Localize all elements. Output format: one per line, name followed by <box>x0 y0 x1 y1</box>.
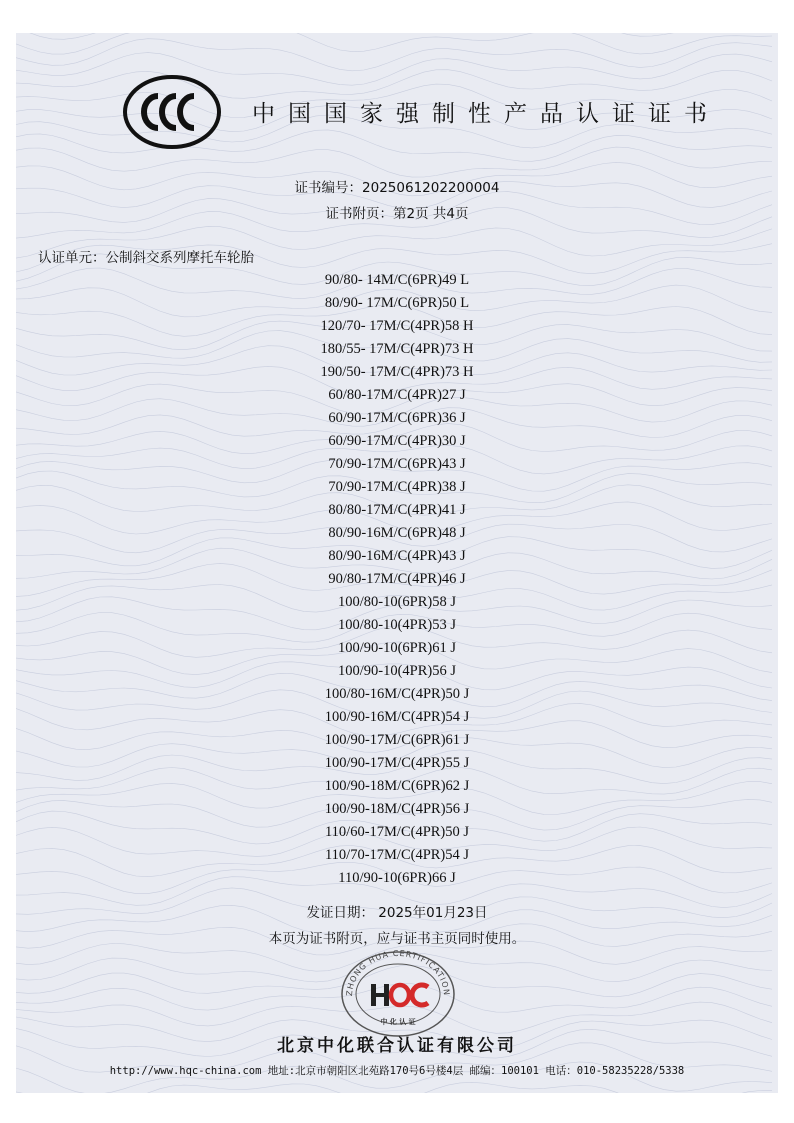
certification-unit-value: 公制斜交系列摩托车轮胎 <box>105 250 254 266</box>
organization-name: 北京中化联合认证有限公司 <box>277 1036 517 1056</box>
tire-model-item: 100/90-10(4PR)56 J <box>337 663 457 679</box>
certificate-number-line <box>16 176 778 196</box>
tire-model-item: 60/80-17M/C(4PR)27 J <box>328 387 466 403</box>
tire-model-item: 70/90-17M/C(4PR)38 J <box>328 479 466 495</box>
certificate-title: 中国国家强制性产品认证证书 <box>252 101 720 127</box>
certificate-number: 2025061202200004 <box>362 180 500 196</box>
tire-model-item: 80/90- 17M/C(6PR)50 L <box>324 295 470 311</box>
tire-model-item: 190/50- 17M/C(4PR)73 H <box>320 364 474 380</box>
tire-model-item: 100/90-17M/C(6PR)61 J <box>324 732 470 748</box>
tire-model-item: 110/70-17M/C(4PR)54 J <box>324 847 470 863</box>
tire-model-item: 100/90-16M/C(4PR)54 J <box>324 709 470 725</box>
certification-unit-label: 认证单元： <box>38 250 106 266</box>
guilloche-line <box>16 39 772 71</box>
tire-model-item: 100/90-18M/C(6PR)62 J <box>324 778 470 794</box>
tire-model-item: 90/80-17M/C(4PR)46 J <box>328 571 466 587</box>
tire-model-item: 120/70- 17M/C(4PR)58 H <box>320 318 474 334</box>
attachment-page-value: 第2页 共4页 <box>393 206 469 222</box>
tire-model-item: 100/90-17M/C(4PR)55 J <box>324 755 470 771</box>
contact-footer: http://www.hqc-china.com 地址:北京市朝阳区北苑路170号6号楼4层 邮编：100101 电话：010-58235228/5338 <box>109 1065 685 1077</box>
seal-bottom-text: 中 化 认 证 <box>380 1018 416 1026</box>
guilloche-line <box>16 33 772 54</box>
attachment-notice: 本页为证书附页，应与证书主页同时使用。 <box>268 931 526 947</box>
certificate-page <box>16 33 778 1093</box>
seal-mark <box>371 984 428 1006</box>
issue-date-line <box>16 901 778 921</box>
tire-model-item: 90/80- 14M/C(6PR)49 L <box>324 272 470 288</box>
tire-model-item: 60/90-17M/C(4PR)30 J <box>328 433 466 449</box>
tire-model-item: 100/80-10(6PR)58 J <box>337 594 457 610</box>
tire-model-item: 100/80-10(4PR)53 J <box>337 617 457 633</box>
tire-model-item: 80/90-16M/C(6PR)48 J <box>328 525 466 541</box>
attachment-page-line <box>16 202 778 222</box>
tire-model-list <box>16 269 778 890</box>
guilloche-line <box>16 147 772 177</box>
tire-model-item: 100/90-10(6PR)61 J <box>337 640 457 656</box>
issue-date-label: 发证日期： <box>306 905 374 921</box>
tire-model-item: 110/90-10(6PR)66 J <box>338 870 456 886</box>
issue-date: 2025年01月23日 <box>378 905 488 921</box>
tire-model-item: 70/90-17M/C(6PR)43 J <box>328 456 466 472</box>
tire-model-item: 80/80-17M/C(4PR)41 J <box>328 502 466 518</box>
hqc-seal <box>338 946 458 1038</box>
tire-model-item: 110/60-17M/C(4PR)50 J <box>324 824 470 840</box>
tire-model-item: 80/90-16M/C(4PR)43 J <box>328 548 466 564</box>
tire-model-item: 100/90-18M/C(4PR)56 J <box>324 801 470 817</box>
seal-ring-text: ZHONG HUA CERTIFICATION <box>344 948 452 997</box>
guilloche-line <box>16 33 772 39</box>
tire-model-item: 180/55- 17M/C(4PR)73 H <box>320 341 474 357</box>
certification-unit <box>38 246 254 266</box>
tire-model-item: 100/80-16M/C(4PR)50 J <box>324 686 470 702</box>
certificate-number-label: 证书编号： <box>294 180 363 196</box>
tire-model-item: 60/90-17M/C(6PR)36 J <box>328 410 466 426</box>
guilloche-line <box>16 1082 772 1093</box>
attachment-page-label: 证书附页： <box>325 206 393 222</box>
svg-text:ZHONG HUA CERTIFICATION <box>345 949 451 996</box>
ccc-logo <box>122 74 222 150</box>
